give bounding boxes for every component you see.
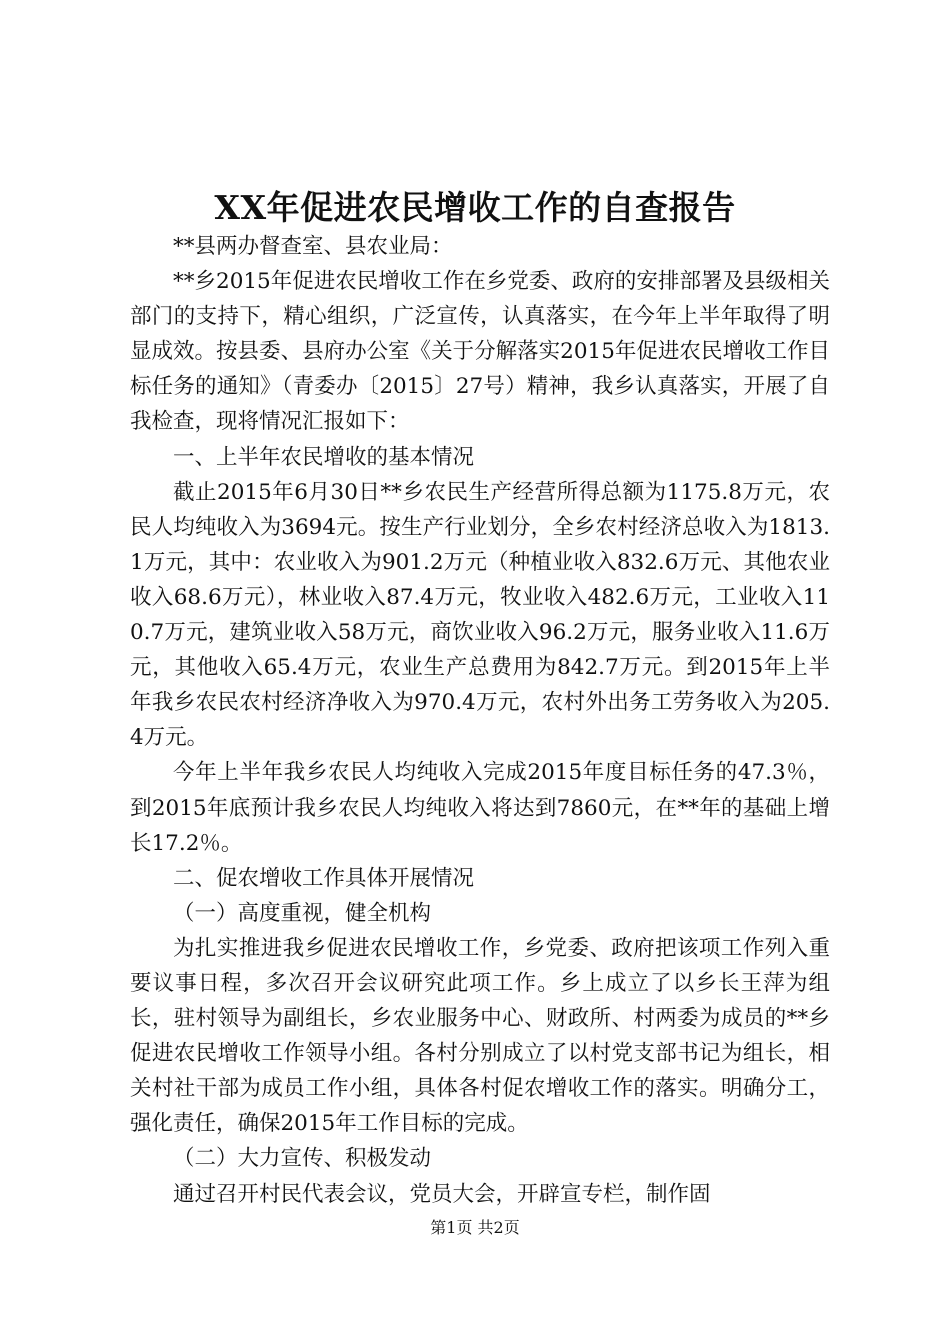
salutation: **县两办督查室、县农业局： bbox=[173, 234, 453, 259]
section-heading-2: 二、促农增收工作具体开展情况 bbox=[173, 865, 475, 891]
intro-paragraph: **乡2015年促进农民增收工作在乡党委、政府的安排部署及县级相关部门的支持下，精心组织，广泛宣传，认真落实，在今年上半年取得了明显成效。按县委、县府办公室《关于分解落实2015年促进农民增收工作目标任务的通知》（青委办〔2015〕27号）精神，我乡认真落实，开展了自我检查，现将情况汇报如下： bbox=[130, 269, 830, 435]
target-paragraph: 今年上半年我乡农民人均纯收入完成2015年度目标任务的47.3％，到2015年底预计我乡农民人均纯收入将达到7860元，在**年的基础上增长17.2％。 bbox=[130, 760, 830, 856]
section-heading-1: 一、上半年农民增收的基本情况 bbox=[173, 444, 475, 470]
organization-paragraph: 为扎实推进我乡促进农民增收工作，乡党委、政府把该项工作列入重要议事日程，多次召开会议研究此项工作。乡上成立了以乡长王萍为组长，驻村领导为副组长，乡农业服务中心、财政所、村两委为成员的**乡促进农民增收工作领导小组。各村分别成立了以村党支部书记为组长，相关村社干部为成员工作小组，具体各村促农增收工作的落实。明确分工，强化责任，确保2015年工作目标的完成。 bbox=[130, 935, 830, 1137]
page-number-footer: 第1页 共2页 bbox=[430, 1218, 520, 1237]
subsection-heading-1: （一）高度重视，健全机构 bbox=[173, 900, 432, 926]
income-paragraph: 截止2015年6月30日**乡农民生产经营所得总额为1175.8万元，农民人均纯收入为3694元。按生产行业划分，全乡农村经济总收入为1813.1万元，其中：农业收入为901.2万元（种植业收入832.6万元、其他农业收入68.6万元），林业收入87.4万元，牧业收入482.6万元，工业收入110.7万元，建筑业收入58万元，商饮业收入96.2万元，服务业收入11.6万元，其他收入65.4万元，农业生产总费用为842.7万元。到2015年上半年我乡农民农村经济净收入为970.4万元，农村外出务工劳务收入为205.4万元。 bbox=[130, 479, 830, 751]
subsection-heading-2: （二）大力宣传、积极发动 bbox=[173, 1146, 432, 1172]
publicity-paragraph: 通过召开村民代表会议，党员大会，开辟宣专栏，制作固 bbox=[173, 1181, 711, 1207]
document-body bbox=[130, 229, 830, 1212]
document-title: XX年促进农民增收工作的自查报告 bbox=[214, 188, 736, 227]
